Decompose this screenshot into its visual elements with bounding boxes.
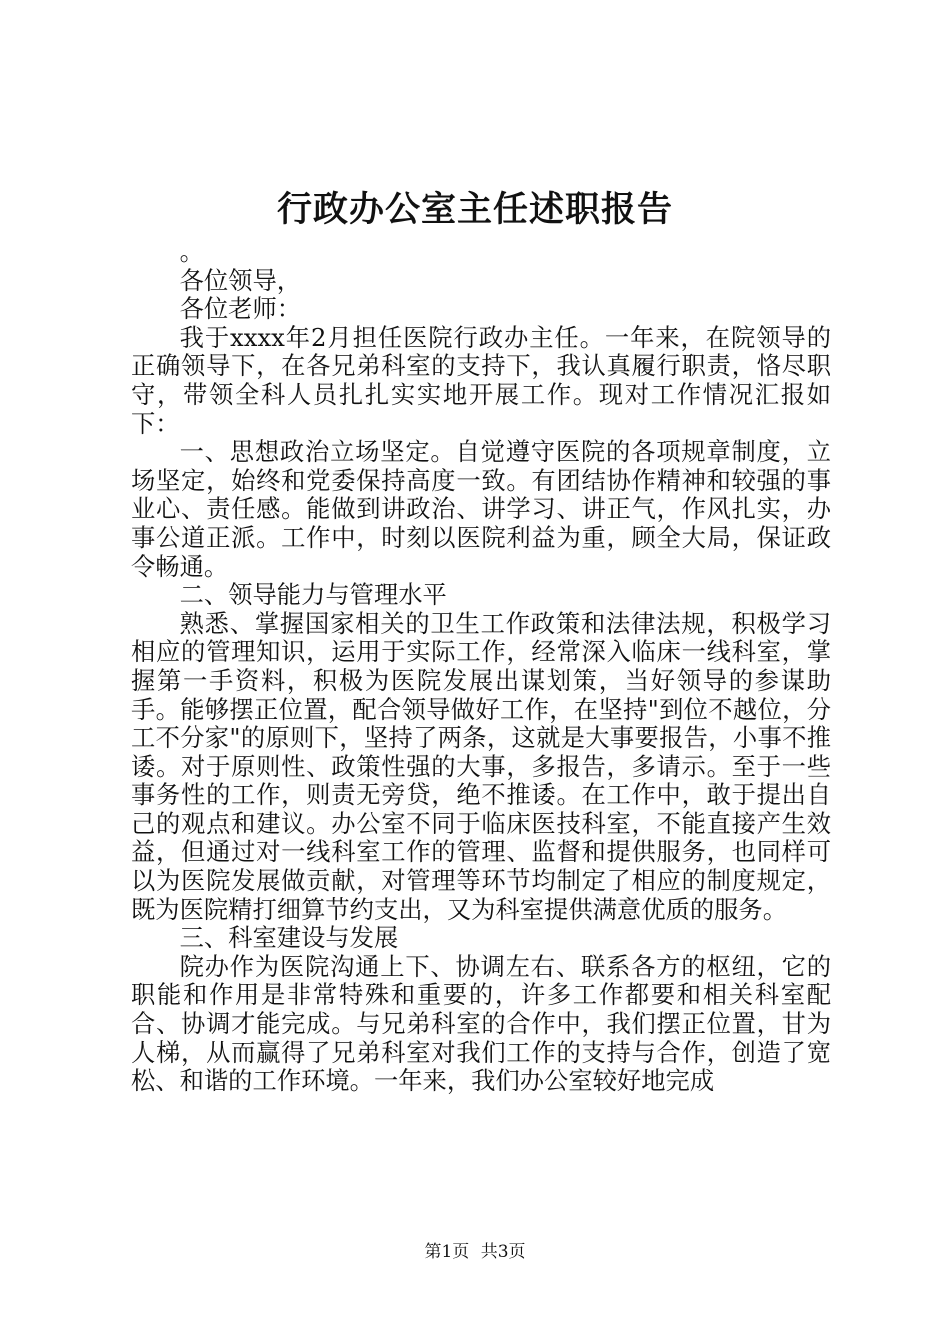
body-paragraph: 各位领导，: [179, 265, 302, 295]
section-heading: 三、科室建设与发展: [179, 923, 399, 953]
body-paragraph: 一、思想政治立场坚定。自觉遵守医院的各项规章制度，立场坚定，始终和党委保持高度一致。有团结协作精神和较强的事业心、责任感。能做到讲政治、讲学习、讲正气，作风扎实，办事公道正派。工作中，时刻以医院利益为重，顾全大局，保证政令畅通。: [131, 437, 831, 581]
body-paragraph: 院办作为医院沟通上下、协调左右、联系各方的枢纽，它的职能和作用是非常特殊和重要的，许多工作都要和相关科室配合、协调才能完成。与兄弟科室的合作中，我们摆正位置，甘为人梯，从而赢得了兄弟科室对我们工作的支持与合作，创造了宽松、和谐的工作环境。一年来，我们办公室较好地完成: [131, 951, 831, 1096]
body-paragraph: 熟悉、掌握国家相关的卫生工作政策和法律法规，积极学习相应的管理知识，运用于实际工作，经常深入临床一线科室，掌握第一手资料，积极为医院发展出谋划策，当好领导的参谋助手。能够摆正位置，配合领导做好工作，在坚持"到位不越位，分工不分家"的原则下，坚持了两条，这就是大事要报告，小事不推诿。对于原则性、政策性强的大事，多报告，多请示。至于一些事务性的工作，则责无旁贷，绝不推诿。在工作中，敢于提出自己的观点和建议。办公室不同于临床医技科室，不能直接产生效益，但通过对一线科室工作的管理、监督和提供服务，也同样可以为医院发展做贡献，对管理等环节均制定了相应的制度规定，既为医院精打细算节约支出，又为科室提供满意优质的服务。: [131, 608, 831, 924]
body-paragraph: 。: [179, 237, 204, 266]
page-total: 共3页: [480, 1242, 526, 1262]
body-paragraph: 我于xxxx年2月担任医院行政办主任。一年来，在院领导的正确领导下，在各兄弟科室的支持下，我认真履行职责，恪尽职守，带领全科人员扎扎实实地开展工作。现对工作情况汇报如下：: [131, 322, 831, 438]
page-footer: [0, 1240, 950, 1264]
body-paragraph: 各位老师：: [179, 294, 302, 324]
document-title: 行政办公室主任述职报告: [276, 189, 673, 230]
document-body: [131, 238, 831, 1096]
page-number: 第1页: [424, 1242, 470, 1262]
section-heading: 二、领导能力与管理水平: [179, 580, 447, 610]
